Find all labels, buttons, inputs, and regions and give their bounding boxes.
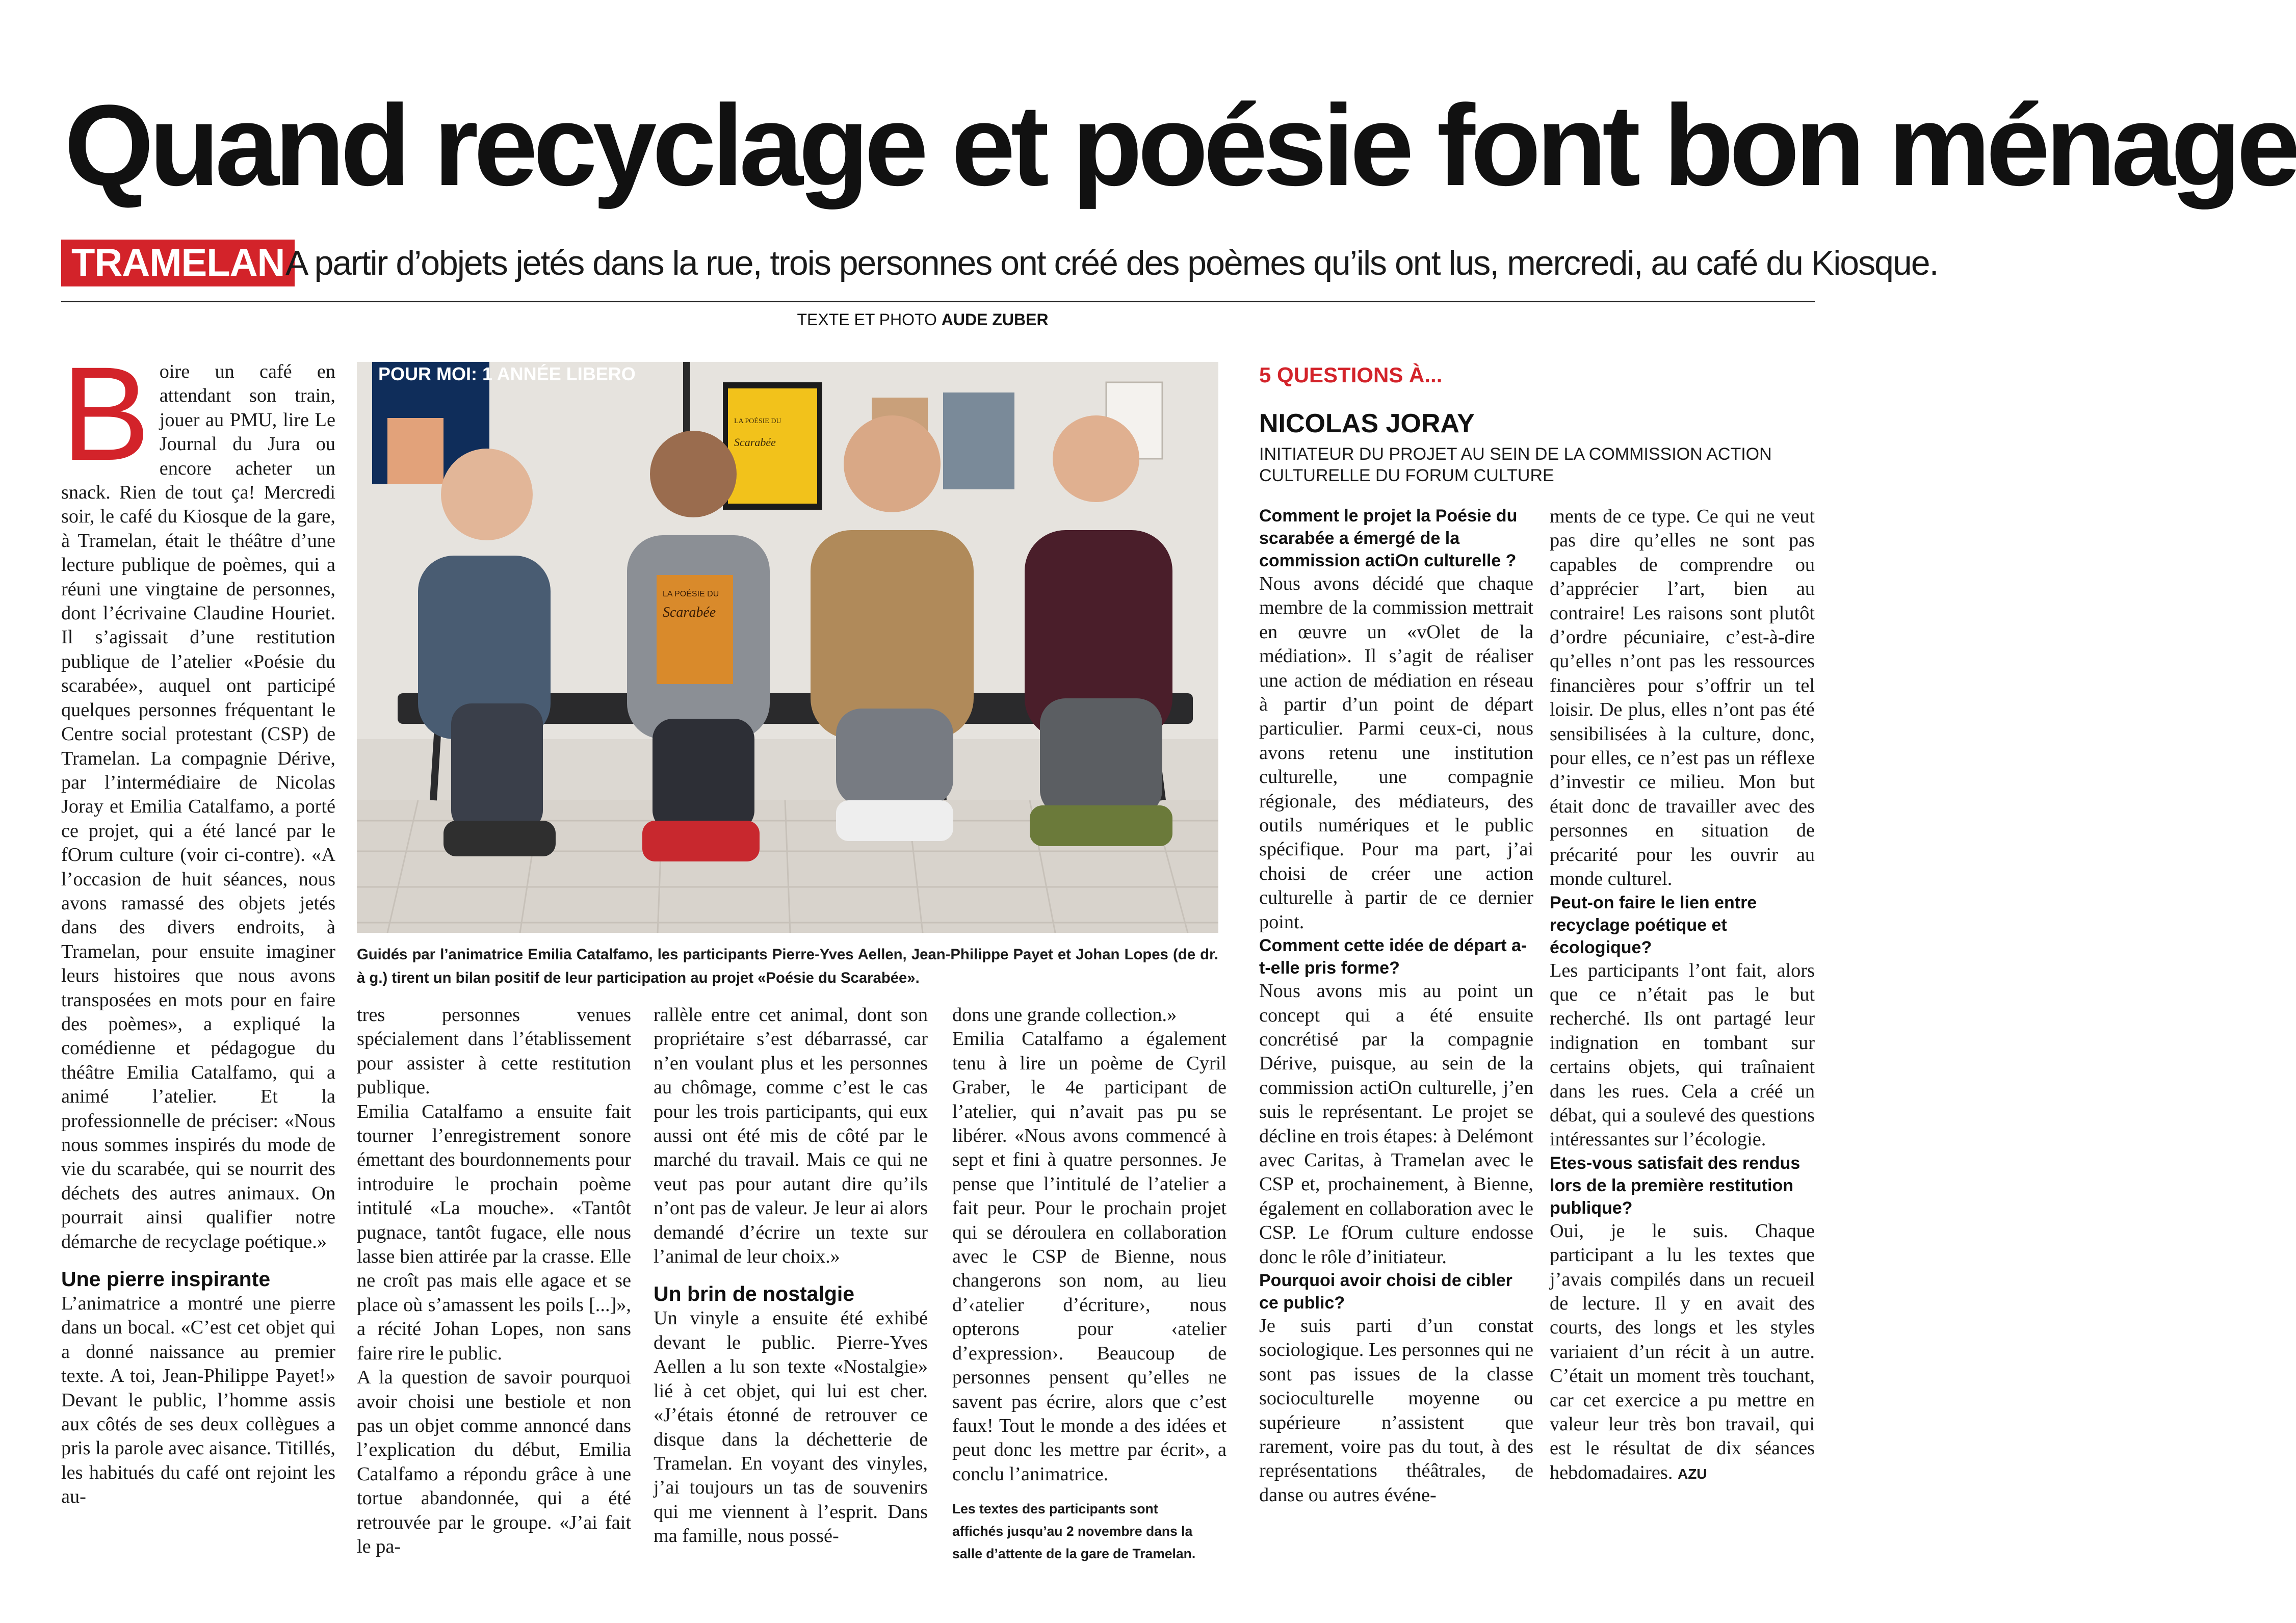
interviewee-role: INITIATEUR DU PROJET AU SEIN DE LA COMMISSION ACTION CULTURELLE DU FORUM CULTURE	[1259, 444, 1772, 485]
article-column-2	[357, 1003, 631, 1559]
byline-prefix: TEXTE ET PHOTO	[797, 310, 937, 329]
headline: Quand recyclage et poésie font bon ménage	[64, 81, 2296, 210]
paragraph: Emilia Catalfamo a également tenu à lire un poème de Cyril Graber, le 4e participant de l’atelier, qui n’avait pas pu se libérer. «Nous avons commencé à sept et fini à quatre personnes. Je pense que l’intitulé de l’atelier a fait peur. Pour le prochain projet qui se déroulera en collaboration avec le CSP de Bienne, nous changerons son nom, au lieu d’‹atelier d’écriture›, nous opterons pour ‹atelier d’expression›. Beaucoup de personnes pensent qu’elles ne savent pas écrire, alors que c’est faux! Tout le monde a des idées et peut donc les mettre par écrit», a conclu l’animatrice.	[952, 1028, 1227, 1485]
interview-answer: ments de ce type. Ce qui ne veut pas dire qu’elles ne sont pas capables de comprendre ou d’apprécier l’art, bien au contraire! Les raisons sont plutôt d’ordre pécuniaire, c’est-à-dire qu’elles n’ont pas les ressources financières pour s’offrir un tel loisir. De plus, elles n’ont pas été sensibilisées à la culture, donc, pour elles, ce n’est pas un réflexe d’investir ce milieu. Mon but était donc de travailler avec des personnes en situation de précarité pour les ouvrir au monde culturel.	[1550, 506, 1815, 890]
poster-book-line2: Scarabée	[734, 436, 776, 449]
paragraph: L’animatrice a montré une pierre dans un bocal. «C’est cet objet qui a donné naissance au premier texte. A toi, Jean-Philippe Payet!» Devant le public, l’homme assis aux côtés de ses deux collègues a pris la parole avec aisance. Titillés, les habitués du café ont rejoint les au-	[61, 1293, 335, 1508]
poster-book-line1: LA POÉSIE DU	[734, 417, 781, 425]
paragraph: Un vinyle a ensuite été exhibé devant le public. Pierre-Yves Aellen a lu son texte «Nostalgie» lié à cet objet, qui lui est cher. «J’étais étonné de retrouver ce disque dans la déchetterie de Tramelan. En voyant des vinyles, j’ai toujours un tas de souvenirs qui me viennent à l’esprit. Dans ma famille, nous possé-	[654, 1307, 928, 1547]
info-box: Les textes des participants sont affichés jusqu’au 2 novembre dans la salle d’attente de la gare de Tramelan.	[952, 1501, 1196, 1561]
interview-question: Pourquoi avoir choisi de cibler ce public?	[1259, 1270, 1512, 1313]
lead-paragraph: A partir d’objets jetés dans la rue, trois personnes ont créé des poèmes qu’ils ont lus, mercredi, au café du Kiosque.	[285, 244, 1938, 282]
article-column-1	[61, 339, 335, 1509]
interview-column-2	[1550, 505, 1815, 1486]
author-signature: AZU	[1677, 1465, 1707, 1482]
paragraph: rallèle entre cet animal, dont son propriétaire s’est débarrassé, car n’en voulant plus et les personnes au chômage, comme c’est le cas pour les trois participants, qui eux aussi ont été mis de côté par le marché du travail. Mais ce qui ne veut pas pour autant dire qu’ils n’ont pas de valeur. Je leur ai alors demandé d’écrire un texte sur l’animal de leur choix.»	[654, 1004, 928, 1268]
interview-question: Peut-on faire le lien entre recyclage poétique et écologique?	[1550, 893, 1757, 957]
interview-kicker: 5 QUESTIONS À...	[1259, 363, 1443, 387]
intro-paragraph	[61, 339, 335, 1254]
photo-illustration	[357, 362, 1218, 933]
location-kicker: TRAMELAN	[61, 240, 295, 286]
byline	[561, 308, 1285, 331]
book-line1: LA POÉSIE DU	[663, 590, 719, 598]
subheading-pierre: Une pierre inspirante	[61, 1267, 271, 1291]
paragraph: A la question de savoir pourquoi avoir choisi une bestiole et non pas un objet comme annoncé dans l’explication du début, Emilia Catalfamo a répondu grâce à une tortue abandonnée, qui a été retrouvée par le groupe. «J’ai fait le pa-	[357, 1367, 631, 1557]
interview-answer: Les participants l’ont fait, alors que ce n’était pas le but recherché. Ils ont partagé leur indignation en tombant sur certains objets, qui traînaient dans les rues. Cela a créé un débat, qui a soulevé des questions intéressantes sur l’écologie.	[1550, 959, 1815, 1150]
interview-question: Etes-vous satisfait des rendus lors de la première restitution publique?	[1550, 1153, 1801, 1218]
poster-left-text: POUR MOI: 1 ANNÉE LIBERO	[378, 363, 636, 384]
article-column-3	[654, 1003, 928, 1549]
interview-answer: Nous avons décidé que chaque membre de la commission mettrait en œuvre un «vOlet de la médiation». Il s’agit de réaliser une action de médiation en réseau à partir d’un point de départ particulier. Parmi ceux-ci, nous avons retenu une institution culturelle, une compagnie régionale, des médiateurs, des outils numériques et le public spécifique. Pour ma part, j’ai choisi de créer une action culturelle à partir de ce dernier point.	[1259, 573, 1533, 933]
article-column-4	[952, 1003, 1227, 1486]
intro-text: oire un café en attendant son train, jouer au PMU, lire Le Journal du Jura ou encore acheter un snack. Rien de tout ça! Mercredi soir, le café du Kiosque de la gare, à Tramelan, était le théâtre d’une lecture publique de poèmes, qui a réuni une vingtaine de personnes, dont l’écrivaine Claudine Houriet. Il s’agissait d’une restitution publique de l’atelier «Poésie du scarabée», auquel ont participé quelques personnes fréquentant le Centre social protestant (CSP) de Tramelan. La compagnie Dérive, par l’intermédiaire de Nicolas Joray et Emilia Catalfamo, a porté ce projet, qui a été lancé par le fOrum culture (voir ci-contre). «A l’occasion de huit séances, nous avons ramassé des objets jetés dans des divers endroits, à Tramelan, pour ensuite imaginer leurs histoires que nous avons transposées en mots pour en faire des poèmes», a expliqué la comédienne et pédagogue du théâtre Emilia Catalfamo, qui a animé l’atelier. Et la professionnelle de préciser: «Nous nous sommes inspirés du mode de vie du scarabée, qui se nourrit des déchets des autres animaux. On pourrait ainsi qualifier notre démarche de recyclage poétique.»	[61, 361, 335, 1252]
header-divider	[61, 301, 1815, 302]
interview-column-1	[1259, 505, 1533, 1507]
paragraph: tres personnes venues spécialement dans l’établissement pour assister à cette restitution publique.	[357, 1004, 631, 1098]
interview-answer	[1550, 1219, 1815, 1486]
interview-question: Comment cette idée de départ a-t-elle pris forme?	[1259, 936, 1527, 978]
paragraph: dons une grande collection.»	[952, 1004, 1177, 1026]
book-line2: Scarabée	[663, 605, 716, 620]
paragraph: Emilia Catalfamo a ensuite fait tourner l’enregistrement sonore émettant des bourdonnements pour introduire le prochain poème intitulé «La mouche». «Tantôt pugnace, tantôt fugace, elle nous lasse bien attirée par la crasse. Elle ne croît pas mais elle agace et se place où s’amassent les poils [...]», a récité Johan Lopes, non sans faire rire le public.	[357, 1101, 631, 1364]
interview-answer: Nous avons mis au point un concept qui a été ensuite concrétisé par la compagnie Dérive, puisque, au sein de la commission actiOn culturelle, j’en suis le représentant. Le projet se décline en trois étapes: à Delémont avec Caritas, à Tramelan avec le CSP et, prochainement, à Bienne, également en collaboration avec le CSP. Le fOrum culture endosse donc le rôle d’initiateur.	[1259, 980, 1533, 1268]
photo-caption: Guidés par l’animatrice Emilia Catalfamo, les participants Pierre-Yves Aellen, Jean-Philippe Payet et Johan Lopes (de dr. à g.) tirent un bilan positif de leur participation au projet «Poésie du Scarabée».	[357, 946, 1218, 986]
interviewee-name: NICOLAS JORAY	[1259, 409, 1475, 438]
article-photo	[357, 362, 1218, 933]
drop-cap: B	[61, 339, 150, 488]
interview-answer: Je suis parti d’un constat sociologique. Les personnes qui ne sont pas issues de la classe socioculturelle moyenne ou supérieure n’assistent que rarement, voire pas du tout, à des représentations théâtrales, de danse ou autres événe-	[1259, 1315, 1533, 1506]
answer-text: Oui, je le suis. Chaque participant a lu les textes que j’avais compilés dans un recueil de lecture. Il y en avait des courts, des longs et les styles variaient d’un récit à un autre. C’était un moment très touchant, car cet exercice a pu mettre en valeur leur très bon travail, qui est le résultat de dix séances hebdomadaires.	[1550, 1220, 1815, 1483]
interview-question: Comment le projet la Poésie du scarabée a émergé de la commission actiOn culturelle ?	[1259, 506, 1518, 570]
subheading-nostalgie: Un brin de nostalgie	[654, 1282, 855, 1306]
byline-author: AUDE ZUBER	[941, 310, 1049, 329]
